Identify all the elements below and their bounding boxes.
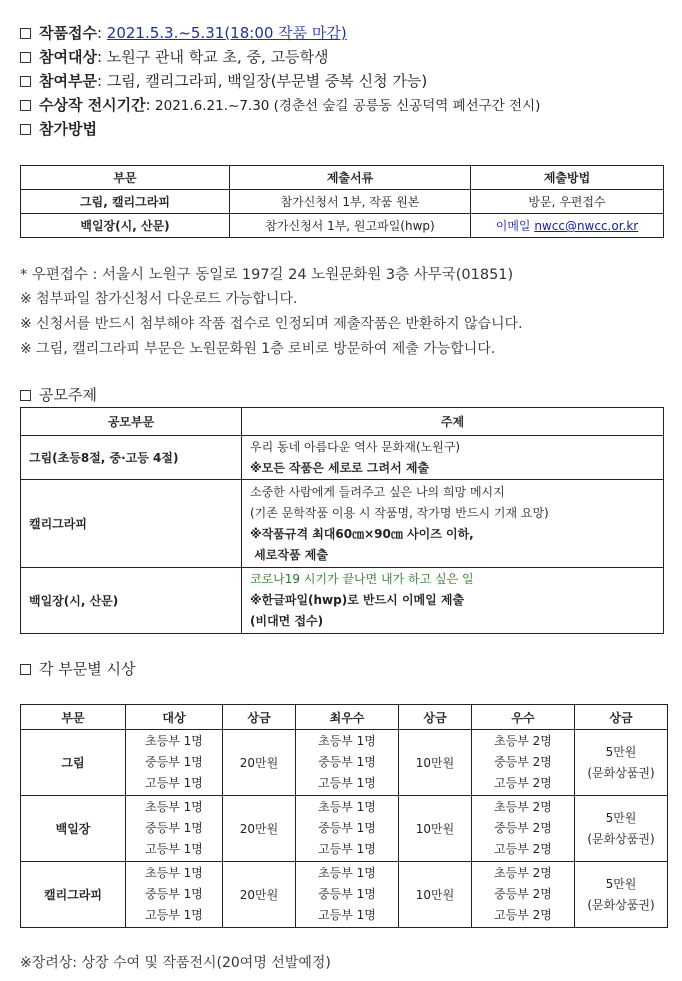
award-count: 초등부 1명 [145,800,203,814]
table-cell: 20만원 [223,730,296,796]
table-header: 제출서류 [230,166,471,190]
award-count: 고등부 1명 [145,908,203,922]
table-cell [126,796,223,862]
award-count: 고등부 2명 [494,908,552,922]
table-cell: 백일장(시, 산문) [21,214,230,238]
table-cell: 방문, 우편접수 [471,190,664,214]
award-count: 초등부 2명 [494,800,552,814]
table-cell [126,862,223,928]
exhibit-label: 수상작 전시기간 [39,96,146,114]
prize-amount: 5만원 [605,744,637,759]
award-count: 고등부 1명 [318,776,376,790]
submission-table [20,165,664,238]
table-cell: 10만원 [399,796,472,862]
method-line [20,118,97,139]
table-header: 공모부문 [21,408,242,436]
checkbox-square-icon [20,52,31,63]
email-link[interactable]: nwcc@nwcc.or.kr [534,219,639,233]
submission-label: 작품접수 [39,24,97,42]
table-cell [242,436,664,480]
category-value: 그림, 캘리그라피, 백일장(부문별 중복 신청 가능) [102,72,428,90]
prize-type: (문화상품권) [587,765,655,780]
award-count: 초등부 2명 [494,866,552,880]
table-cell: 10만원 [399,862,472,928]
table-cell [296,730,399,796]
theme-line: ※작품규격 최대60㎝×90㎝ 사이즈 이하, [250,526,474,541]
table-cell: 그림, 캘리그라피 [21,190,230,214]
table-cell [242,480,664,568]
award-count: 고등부 1명 [318,842,376,856]
table-cell [296,796,399,862]
award-count: 중등부 1명 [318,755,376,769]
prize-amount: 5만원 [605,876,637,891]
prize-type: (문화상품권) [587,897,655,912]
award-count: 중등부 2명 [494,821,552,835]
award-count: 중등부 1명 [318,887,376,901]
checkbox-square-icon [20,100,31,111]
target-value: 노원구 관내 학교 초, 중, 고등학생 [102,48,329,66]
award-count: 중등부 1명 [145,821,203,835]
table-cell: 백일장(시, 산문) [21,568,242,634]
award-count: 고등부 1명 [318,908,376,922]
category-line: 참여부문: 그림, 캘리그라피, 백일장(부문별 중복 신청 가능) [20,70,427,91]
note-line: * 우편접수 : 서울시 노원구 동일로 197길 24 노원문화원 3층 사무국(01851) [20,267,514,283]
table-cell: 참가신청서 1부, 작품 원본 [230,190,471,214]
table-cell [472,796,575,862]
prize-type: (문화상품권) [587,831,655,846]
award-count: 초등부 1명 [318,800,376,814]
table-header: 제출방법 [471,166,664,190]
table-cell [471,214,664,238]
checkbox-square-icon [20,124,31,135]
table-cell: 10만원 [399,730,472,796]
submission-date: 2021.5.3.~5.31(18:00 작품 마감) [106,24,347,42]
table-header: 부문 [21,166,230,190]
table-cell: 그림 [21,730,126,796]
exhibit-line: 수상작 전시기간: 2021.6.21.~7.30 (경춘선 숲길 공릉동 신공덕역 폐선구간 전시) [20,94,540,115]
table-cell [242,568,664,634]
theme-line: (비대면 접수) [250,614,324,628]
theme-line: (기존 문학작품 이용 시 작품명, 작가명 반드시 기재 요망) [250,505,549,520]
theme-table [20,407,664,634]
award-count: 중등부 2명 [494,755,552,769]
award-count: 초등부 1명 [318,866,376,880]
award-count: 초등부 1명 [145,734,203,748]
awards-heading [20,658,135,679]
table-cell: 캘리그라피 [21,862,126,928]
award-count: 초등부 2명 [494,734,552,748]
table-header: 최우수 [296,705,399,730]
awards-table [20,704,668,928]
table-header: 상금 [575,705,668,730]
target-label: 참여대상 [39,48,97,66]
table-cell [126,730,223,796]
theme-title: 공모주제 [39,386,97,404]
award-count: 고등부 2명 [494,776,552,790]
awards-footer: ※장려상: 상장 수여 및 작품전시(20여명 선발예정) [20,955,331,971]
submission-line: 작품접수: 2021.5.3.~5.31(18:00 작품 마감) [20,22,347,43]
theme-line: ※한글파일(hwp)로 반드시 이메일 제출 [250,593,465,607]
award-count: 고등부 1명 [145,842,203,856]
table-header: 대상 [126,705,223,730]
theme-line: 우리 동네 아름다운 역사 문화재(노원구) [250,439,461,454]
awards-title: 각 부문별 시상 [39,660,136,678]
theme-line: 소중한 사람에게 들려주고 싶은 나의 희망 메시지 [250,484,505,499]
target-line: 참여대상: 노원구 관내 학교 초, 중, 고등학생 [20,46,329,67]
note-line: ※ 신청서를 반드시 첨부해야 작품 접수로 인정되며 제출작품은 반환하지 않습니다. [20,316,523,332]
award-count: 중등부 1명 [145,887,203,901]
award-count: 중등부 1명 [318,821,376,835]
exhibit-value: 2021.6.21.~7.30 (경춘선 숲길 공릉동 신공덕역 폐선구간 전시) [150,98,541,114]
table-cell: 그림(초등8절, 중·고등 4절) [21,436,242,480]
award-count: 고등부 1명 [145,776,203,790]
checkbox-square-icon [20,390,31,401]
table-header: 주제 [242,408,664,436]
table-cell [575,730,668,796]
note-line: ※ 그림, 캘리그라피 부문은 노원문화원 1층 로비로 방문하여 제출 가능합니다. [20,341,496,357]
theme-heading [20,384,97,405]
award-count: 고등부 2명 [494,842,552,856]
category-label: 참여부문 [39,72,97,90]
table-cell: 20만원 [223,862,296,928]
table-cell: 캘리그라피 [21,480,242,568]
table-cell [472,730,575,796]
table-cell [296,862,399,928]
table-cell [575,796,668,862]
theme-line: ※모든 작품은 세로로 그려서 제출 [250,460,430,475]
table-cell [575,862,668,928]
note-line: ※ 첨부파일 참가신청서 다운로드 가능합니다. [20,291,298,307]
award-count: 초등부 1명 [318,734,376,748]
table-cell [472,862,575,928]
email-label: 이메일 [495,219,535,233]
checkbox-square-icon [20,76,31,87]
checkbox-square-icon [20,28,31,39]
table-header: 상금 [399,705,472,730]
table-header: 부문 [21,705,126,730]
table-cell: 참가신청서 1부, 원고파일(hwp) [230,214,471,238]
theme-line: 코로나19 시기가 끝나면 내가 하고 싶은 일 [250,572,474,586]
theme-line: 세로작품 제출 [250,547,328,562]
table-cell: 20만원 [223,796,296,862]
table-header: 상금 [223,705,296,730]
award-count: 중등부 2명 [494,887,552,901]
table-header: 우수 [472,705,575,730]
table-cell: 백일장 [21,796,126,862]
award-count: 초등부 1명 [145,866,203,880]
award-count: 중등부 1명 [145,755,203,769]
checkbox-square-icon [20,664,31,675]
method-label: 참가방법 [39,120,97,138]
prize-amount: 5만원 [605,810,637,825]
